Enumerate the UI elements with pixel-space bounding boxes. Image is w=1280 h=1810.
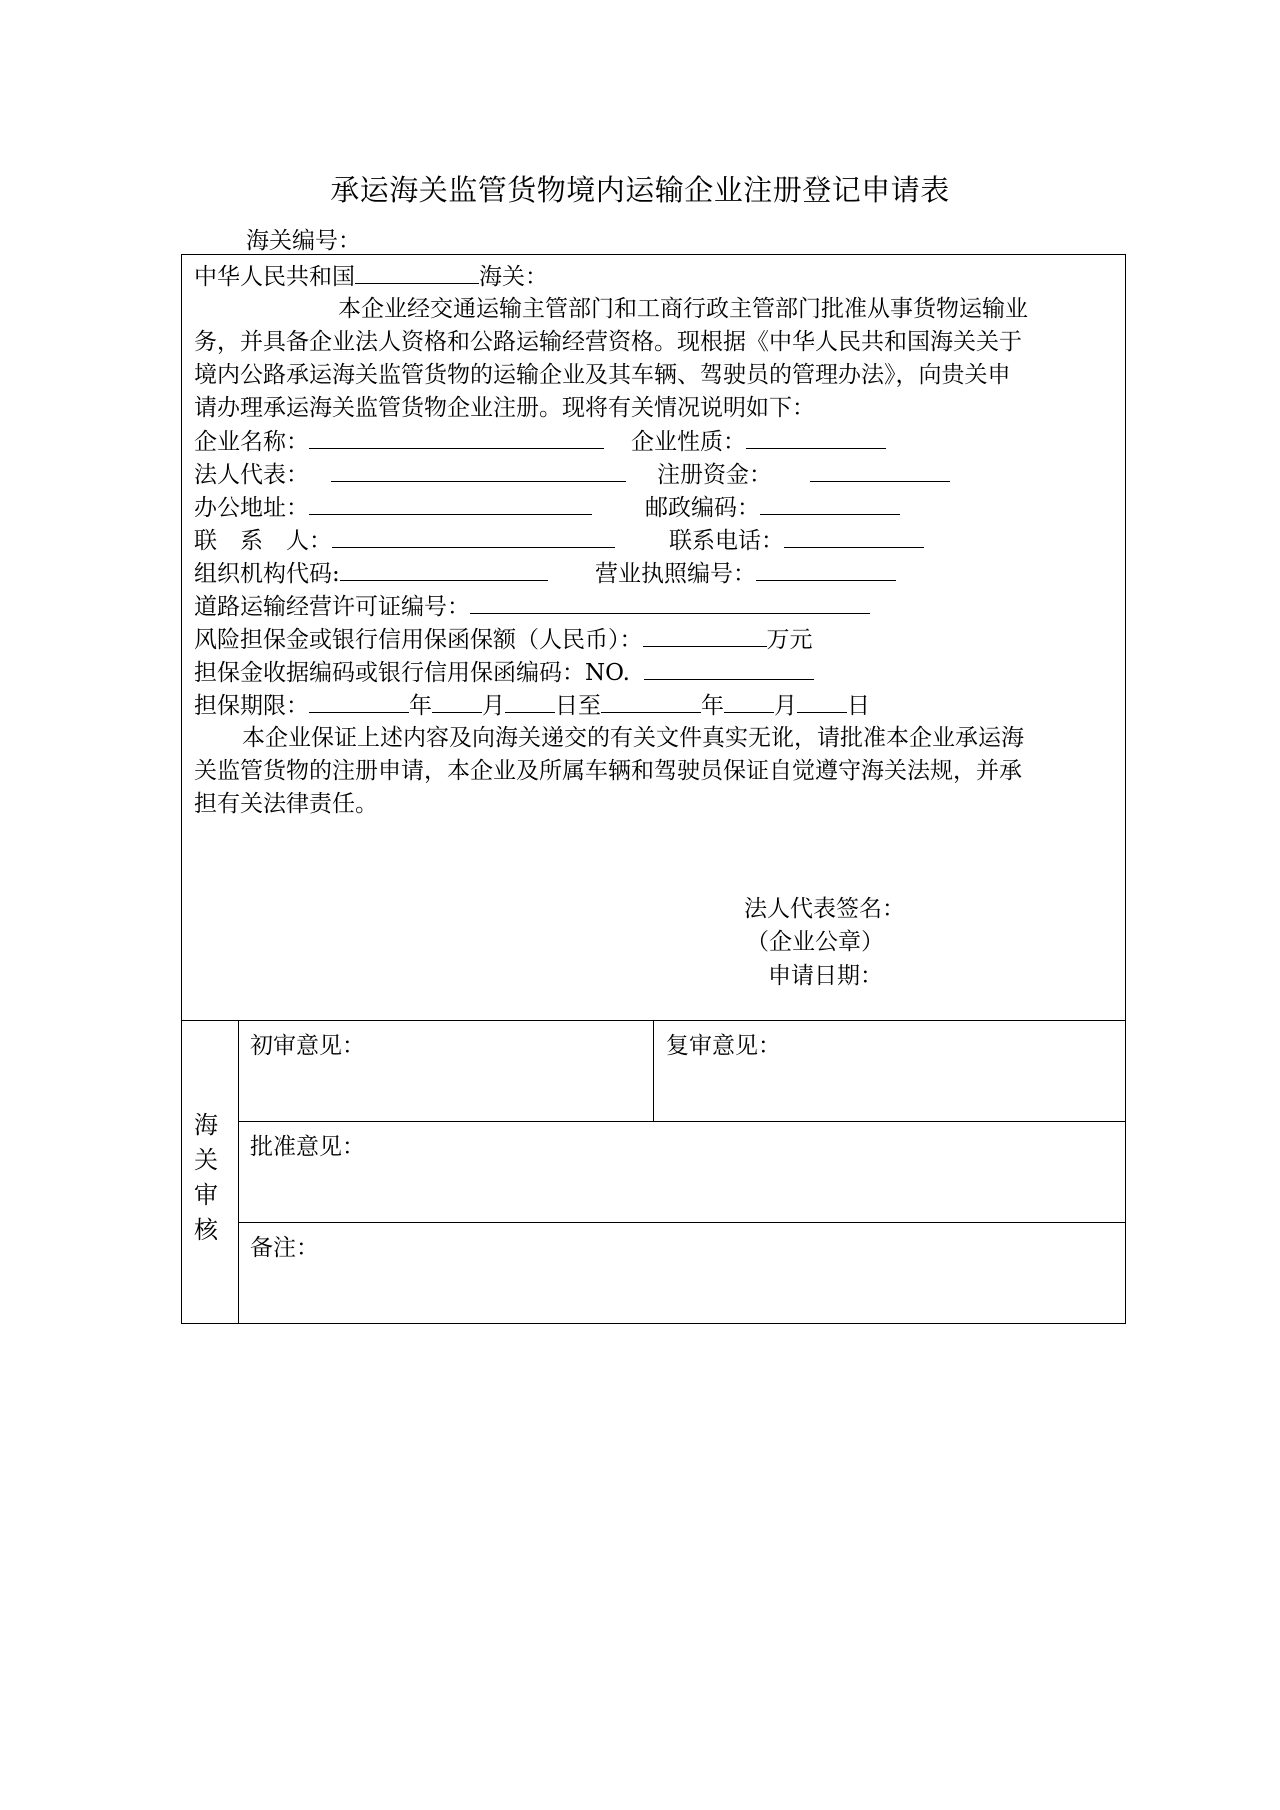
month-label: 月 [482,693,505,719]
initial-review-cell[interactable] [238,1021,654,1122]
intro-line-3: 境内公路承运海关监管货物的运输企业及其车辆、驾驶员的管理办法》，向贵关申 [194,362,1011,388]
remarks-label: 备注： [250,1235,319,1261]
intro-line-4: 请办理承运海关监管货物企业注册。现将有关情况说明如下： [194,395,815,421]
org-code-label: 组织机构代码: [194,561,340,587]
legal-rep-row [194,459,626,490]
year-label: 年 [701,693,724,719]
legal-rep-label: 法人代表： [194,462,309,488]
contact-phone-row [669,525,924,556]
registered-capital-row [657,459,950,490]
company-name-row [194,426,604,457]
start-day-field[interactable] [505,690,555,713]
initial-review-label: 初审意见： [250,1033,365,1059]
license-no-row [595,558,896,589]
company-nature-field[interactable] [746,426,886,449]
customs-review-section [182,1020,1125,1324]
guarantee-period-row [194,690,870,721]
company-nature-row [631,426,886,457]
intro-line-2: 务，并具备企业法人资格和公路运输经营资格。现根据《中华人民共和国海关关于 [194,329,1022,355]
end-year-field[interactable] [601,690,701,713]
company-nature-label: 企业性质： [631,429,746,455]
pledge-line-1: 本企业保证上述内容及向海关递交的有关文件真实无讹，请批准本企业承运海 [242,725,1024,751]
start-month-field[interactable] [432,690,482,713]
approval-label: 批准意见： [250,1134,365,1160]
road-permit-row [194,591,870,622]
guarantee-amount-label: 风险担保金或银行信用保函保额（人民币）： [194,627,643,653]
year-label: 年 [409,693,432,719]
license-no-label: 营业执照编号： [595,561,756,587]
legal-rep-signature-label: 法人代表签名： [744,896,905,922]
application-form [181,254,1126,1324]
customs-review-side-label [182,1021,239,1324]
side-char-4: 核 [194,1216,218,1244]
postal-code-row [645,492,900,523]
addressee-prefix: 中华人民共和国 [194,264,355,290]
pledge-line-3: 担有关法律责任。 [194,791,378,817]
apply-date-label: 申请日期： [768,963,883,989]
day-to-label: 日至 [555,693,601,719]
guarantee-amount-field[interactable] [643,624,767,647]
guarantee-unit: 万元 [766,627,813,653]
postal-code-field[interactable] [760,492,900,515]
office-address-label: 办公地址： [194,495,309,521]
company-name-label: 企业名称： [194,429,309,455]
second-review-label: 复审意见： [666,1033,781,1059]
legal-rep-field[interactable] [331,459,626,482]
guarantee-amount-row [194,624,813,655]
registered-capital-field[interactable] [810,459,950,482]
end-day-field[interactable] [797,690,847,713]
side-char-3: 审 [194,1181,218,1209]
guarantee-receipt-label: 担保金收据编码或银行信用保函编码：NO. [194,660,630,686]
road-permit-label: 道路运输经营许可证编号： [194,594,470,620]
customs-name-field[interactable] [355,261,479,284]
side-char-1: 海 [194,1111,218,1139]
org-code-row [194,558,548,589]
addressee-line [194,261,548,292]
end-month-field[interactable] [724,690,774,713]
guarantee-receipt-field[interactable] [644,657,814,680]
side-char-2: 关 [194,1146,218,1174]
postal-code-label: 邮政编码： [645,495,760,521]
approval-cell[interactable] [238,1122,1125,1223]
page-title: 承运海关监管货物境内运输企业注册登记申请表 [330,173,950,207]
contact-phone-label: 联系电话： [669,528,784,554]
office-address-field[interactable] [309,492,592,515]
guarantee-receipt-row [194,657,814,688]
day-label: 日 [847,693,870,719]
contact-person-row [194,525,615,556]
addressee-suffix: 海关： [479,264,548,290]
road-permit-field[interactable] [470,591,870,614]
month-label: 月 [774,693,797,719]
company-seal-label: （企业公章） [746,929,884,955]
contact-phone-field[interactable] [784,525,924,548]
company-name-field[interactable] [309,426,604,449]
license-no-field[interactable] [756,558,896,581]
intro-line-1: 本企业经交通运输主管部门和工商行政主管部门批准从事货物运输业 [338,296,1028,322]
customs-number-label: 海关编号： [246,228,361,254]
contact-person-field[interactable] [332,525,615,548]
registered-capital-label: 注册资金： [657,462,772,488]
remarks-cell[interactable] [238,1223,1125,1324]
pledge-line-2: 关监管货物的注册申请，本企业及所属车辆和驾驶员保证自觉遵守海关法规，并承 [194,758,1022,784]
contact-person-label: 联 系 人： [194,528,332,554]
second-review-cell[interactable] [654,1021,1125,1122]
org-code-field[interactable] [340,558,548,581]
office-address-row [194,492,592,523]
start-year-field[interactable] [309,690,409,713]
guarantee-period-label: 担保期限： [194,693,309,719]
